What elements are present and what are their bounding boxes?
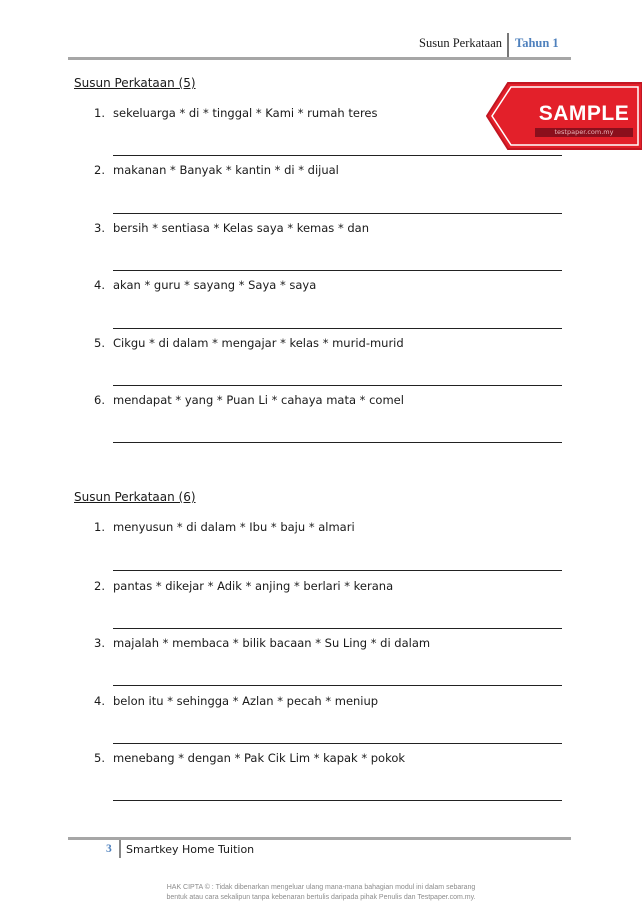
question-number: 4. — [94, 278, 105, 292]
question-item — [94, 636, 430, 650]
answer-line[interactable] — [113, 685, 562, 686]
page-number: 3 — [106, 843, 112, 855]
question-text: makanan * Banyak * kantin * di * dijual — [113, 163, 339, 177]
sample-stamp-url: testpaper.com.my — [535, 128, 633, 137]
section-title: Susun Perkataan (5) — [74, 76, 196, 90]
answer-line[interactable] — [113, 442, 562, 443]
sample-stamp-label: SAMPLE — [538, 102, 630, 125]
answer-line[interactable] — [113, 385, 562, 386]
question-number: 5. — [94, 751, 105, 765]
answer-line[interactable] — [113, 570, 562, 571]
question-text: akan * guru * sayang * Saya * saya — [113, 278, 317, 292]
question-item — [94, 579, 393, 593]
question-item — [94, 106, 378, 120]
header-year: Tahun 1 — [515, 36, 559, 50]
question-text: bersih * sentiasa * Kelas saya * kemas * dan — [113, 221, 369, 235]
question-number: 4. — [94, 694, 105, 708]
question-text: Cikgu * di dalam * mengajar * kelas * murid-murid — [113, 336, 404, 350]
footer-brand: Smartkey Home Tuition — [126, 843, 255, 856]
copyright-line: bentuk atau cara sekalipun tanpa kebenaran bertulis daripada pihak Penulis dan Testpaper.com.my. — [166, 894, 476, 901]
question-text: sekeluarga * di * tinggal * Kami * rumah teres — [113, 106, 378, 120]
copyright-line: HAK CIPTA © : Tidak dibenarkan mengeluar ulang mana-mana bahagian modul ini dalam sebarang — [166, 884, 476, 891]
question-item — [94, 278, 316, 292]
footer-rule — [68, 837, 571, 840]
question-text: menyusun * di dalam * Ibu * baju * almari — [113, 520, 355, 534]
question-number: 3. — [94, 221, 105, 235]
question-item — [94, 163, 339, 177]
question-item — [94, 694, 378, 708]
header-divider — [507, 33, 509, 57]
answer-line[interactable] — [113, 270, 562, 271]
question-item — [94, 221, 369, 235]
answer-line[interactable] — [113, 800, 562, 801]
copyright-notice — [140, 883, 502, 903]
question-number: 6. — [94, 393, 105, 407]
question-number: 5. — [94, 336, 105, 350]
question-item — [94, 520, 355, 534]
header-rule — [68, 57, 571, 60]
question-number: 1. — [94, 520, 105, 534]
answer-line[interactable] — [113, 628, 562, 629]
header-title: Susun Perkataan — [419, 36, 502, 50]
question-number: 3. — [94, 636, 105, 650]
question-item — [94, 393, 404, 407]
answer-line[interactable] — [113, 213, 562, 214]
question-text: mendapat * yang * Puan Li * cahaya mata * comel — [113, 393, 404, 407]
question-number: 1. — [94, 106, 105, 120]
answer-line[interactable] — [113, 743, 562, 744]
answer-line[interactable] — [113, 328, 562, 329]
question-item — [94, 336, 404, 350]
question-text: belon itu * sehingga * Azlan * pecah * meniup — [113, 694, 379, 708]
footer-divider — [119, 840, 121, 858]
answer-line[interactable] — [113, 155, 562, 156]
question-number: 2. — [94, 163, 105, 177]
question-item — [94, 751, 405, 765]
section-title: Susun Perkataan (6) — [74, 490, 196, 504]
question-text: majalah * membaca * bilik bacaan * Su Ling * di dalam — [113, 636, 431, 650]
question-text: menebang * dengan * Pak Cik Lim * kapak * pokok — [113, 751, 406, 765]
question-number: 2. — [94, 579, 105, 593]
question-text: pantas * dikejar * Adik * anjing * berlari * kerana — [113, 579, 394, 593]
